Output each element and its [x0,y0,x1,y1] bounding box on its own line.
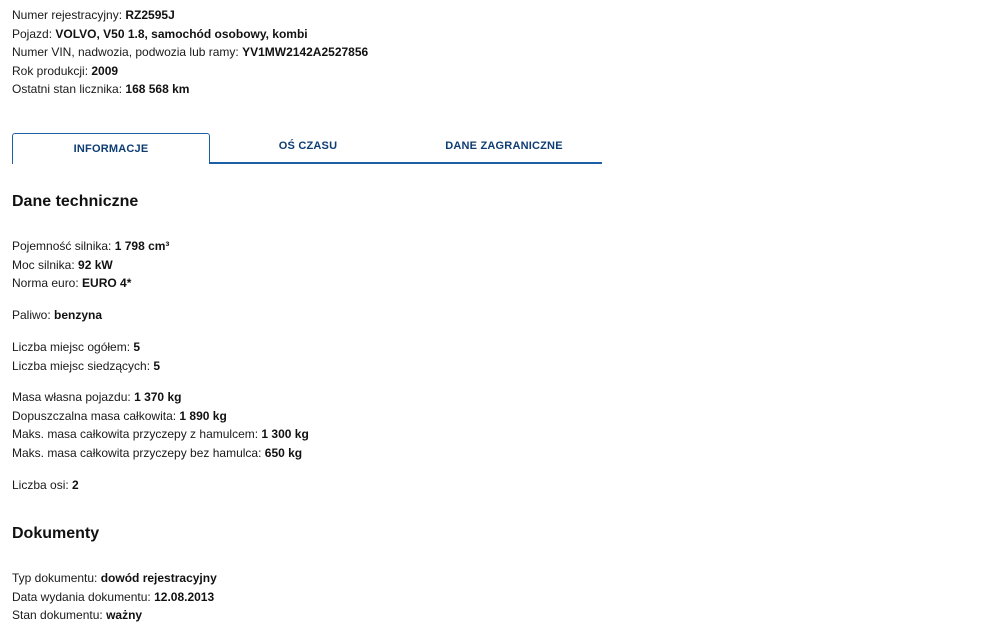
seats-sitting-label: Liczba miejsc siedzących: [12,358,154,373]
issue-date-label: Data wydania dokumentu: [12,589,155,604]
seats-total-label: Liczba miejsc ogółem: [12,340,134,354]
year-row [12,62,368,81]
gross-weight-row [12,407,309,426]
fuel-label: Paliwo: [12,308,55,322]
doc-type-row [12,569,217,588]
seats-group [12,338,160,375]
vehicle-label: Pojazd: [12,26,56,41]
vehicle-row [12,25,368,44]
fuel-row [12,306,102,325]
trailer-braked-row [12,425,309,444]
gross-weight-label: Dopuszczalna masa całkowita: [12,408,180,423]
doc-state-value: ważny [106,608,143,622]
euro-norm-row [12,274,169,293]
curb-weight-row [12,388,309,407]
tab-dane-zagraniczne[interactable]: DANE ZAGRANICZNE [445,140,563,152]
engine-power-label: Moc silnika: [12,257,79,272]
euro-norm-value: EURO 4* [82,276,132,290]
doc-state-row [12,606,217,625]
trailer-unbraked-label: Maks. masa całkowita przyczepy bez hamulca: [12,445,265,460]
vin-label: Numer VIN, nadwozia, podwozia lub ramy: [12,45,243,59]
registration-value: RZ2595J [125,8,175,22]
curb-weight-value: 1 370 kg [134,390,182,404]
documents-section-title: Dokumenty [12,525,100,542]
engine-group [12,237,169,293]
engine-capacity-label: Pojemność silnika: [12,239,115,253]
odometer-row [12,80,368,99]
doc-type-value: dowód rejestracyjny [100,571,217,585]
doc-type-label: Typ dokumentu: [12,571,101,585]
weight-group [12,388,309,462]
seats-total-value: 5 [133,340,141,354]
registration-row [12,6,368,25]
seats-sitting-row [12,357,160,376]
axles-value: 2 [72,478,79,492]
vin-value: YV1MW2142A2527856 [242,45,369,59]
engine-capacity-value: 1 798 cm³ [114,239,170,253]
tab-informacje[interactable]: INFORMACJE [12,133,210,164]
axles-row [12,476,79,495]
odometer-value: 168 568 km [125,82,190,96]
seats-total-row [12,338,160,357]
vehicle-summary [12,6,368,99]
year-value: 2009 [91,63,119,78]
trailer-braked-value: 1 300 kg [261,427,309,441]
tab-os-czasu[interactable]: OŚ CZASU [278,140,338,152]
vehicle-value: VOLVO, V50 1.8, samochód osobowy, kombi [55,26,308,41]
trailer-braked-label: Maks. masa całkowita przyczepy z hamulcem: [12,427,262,441]
year-label: Rok produkcji: [12,63,92,78]
fuel-group [12,306,102,325]
axles-label: Liczba osi: [12,478,73,492]
issue-date-row [12,588,217,607]
vin-row [12,43,368,62]
trailer-unbraked-value: 650 kg [264,445,303,460]
engine-power-row [12,256,169,275]
seats-sitting-value: 5 [153,358,161,373]
doc-state-label: Stan dokumentu: [12,608,107,622]
engine-capacity-row [12,237,169,256]
technical-section-title: Dane techniczne [12,193,139,210]
registration-label: Numer rejestracyjny: [12,8,126,22]
documents-group [12,569,217,625]
fuel-value: benzyna [54,308,103,322]
trailer-unbraked-row [12,444,309,463]
engine-power-value: 92 kW [78,257,113,272]
euro-norm-label: Norma euro: [12,276,83,290]
curb-weight-label: Masa własna pojazdu: [12,390,135,404]
gross-weight-value: 1 890 kg [179,408,227,423]
axles-group [12,476,79,495]
odometer-label: Ostatni stan licznika: [12,82,126,96]
issue-date-value: 12.08.2013 [154,589,215,604]
tab-bar [12,133,602,164]
